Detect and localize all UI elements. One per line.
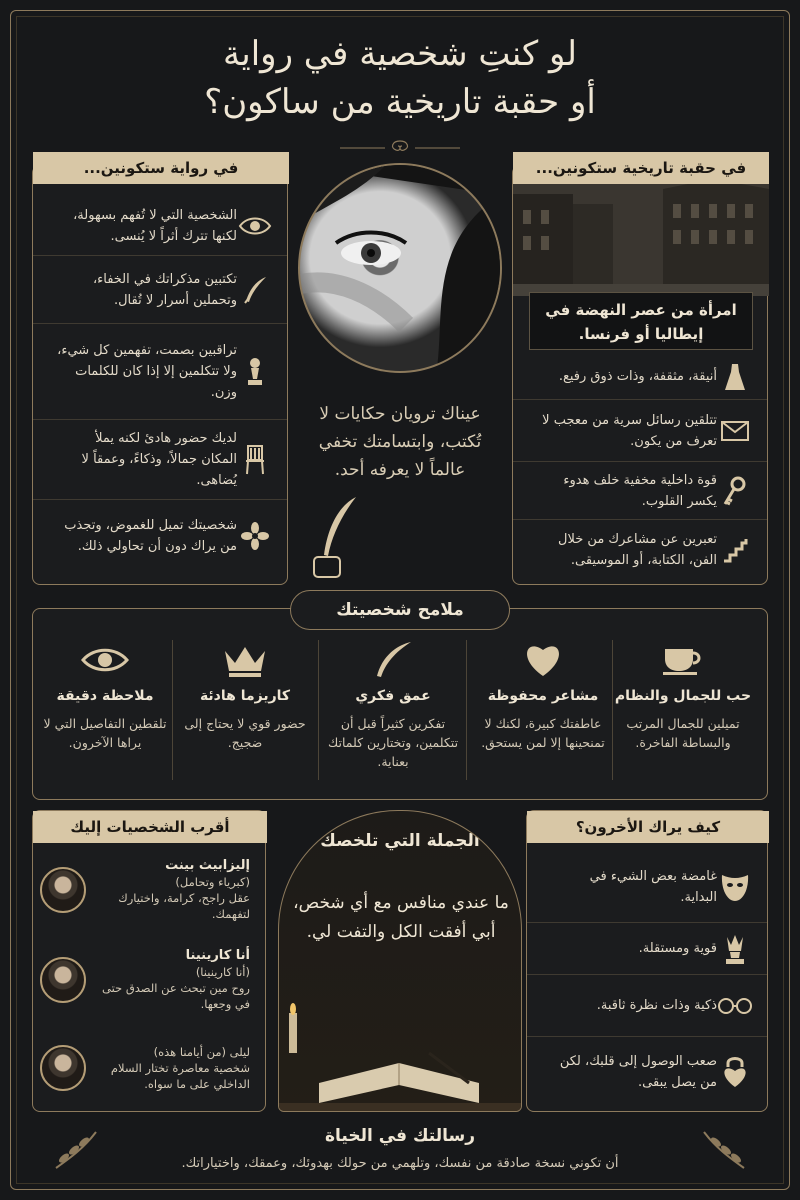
era-item-text: قوة داخلية مخفية خلف هدوء يكسر القلوب. bbox=[563, 472, 717, 509]
era-panel bbox=[512, 159, 768, 585]
character-name: أنا كارينينا bbox=[185, 948, 250, 963]
novel-item-text: تكتبين مذكراتك في الخفاء، وتحملين أسرار لا تُقال. bbox=[92, 271, 237, 308]
character-item bbox=[40, 1032, 258, 1104]
trait-desc: تميلين للجمال المرتب والبساطة الفاخرة. bbox=[626, 716, 740, 750]
chess-queen-icon bbox=[717, 931, 753, 967]
trait-divider bbox=[612, 640, 613, 780]
quote-box bbox=[278, 810, 522, 1112]
others-heading: كيف يراك الأخرون؟ bbox=[527, 811, 769, 843]
dress-icon bbox=[717, 359, 753, 395]
chair-icon bbox=[237, 442, 273, 478]
quote-text: ما عندي منافس مع أي شخص، أبي أفقت الكل والتفت لي. bbox=[293, 893, 509, 942]
trait-divider bbox=[466, 640, 467, 780]
novel-item bbox=[33, 500, 287, 572]
trait-item bbox=[324, 640, 462, 800]
novel-item bbox=[33, 324, 287, 420]
crown-icon bbox=[176, 640, 314, 680]
others-item bbox=[527, 851, 767, 923]
title-line-2: أو حقبة تاريخية من ساكون؟ bbox=[204, 82, 596, 122]
trait-name: مشاعر محفوظة bbox=[487, 688, 599, 704]
trait-name: عمق فكري bbox=[355, 688, 431, 704]
character-sub: (كبرياء وتحامل) bbox=[175, 875, 250, 889]
character-sub: (أنا كارينينا) bbox=[195, 965, 250, 979]
avatar bbox=[40, 867, 86, 913]
era-heading: في حقبة تاريخية ستكونين... bbox=[513, 152, 769, 184]
trait-desc: تلقطين التفاصيل التي لا يراها الآخرون. bbox=[43, 716, 167, 750]
traits-heading: ملامح شخصيتك bbox=[290, 590, 510, 630]
eye-icon bbox=[237, 208, 273, 244]
character-name: إليزابيث بينت bbox=[165, 858, 250, 873]
trait-name: كاريزما هادئة bbox=[199, 688, 291, 704]
trait-desc: حضور قوي لا يحتاج إلى ضجيج. bbox=[184, 716, 306, 750]
others-item-text: ذكية وذات نظرة ثاقبة. bbox=[596, 998, 717, 1013]
era-item bbox=[513, 354, 767, 400]
city-image bbox=[513, 184, 769, 296]
page-title bbox=[100, 30, 700, 126]
quill-ink-icon bbox=[310, 495, 360, 585]
era-item bbox=[513, 400, 767, 462]
quote-heading: الجملة التي تلخصك bbox=[320, 831, 480, 851]
novel-item bbox=[33, 420, 287, 500]
trait-desc: عاطفتك كبيرة، لكنك لا تمنحينها إلا لمن يستحق. bbox=[481, 716, 605, 750]
trait-item bbox=[176, 640, 314, 800]
era-item-text: تعبرين عن مشاعرك من خلال الفن، الكتابة، أو الموسيقى. bbox=[558, 532, 717, 568]
stairs-icon bbox=[717, 532, 753, 568]
teacup-icon bbox=[614, 640, 752, 680]
era-subtitle: امرأة من عصر النهضة في إيطاليا أو فرنسا. bbox=[529, 292, 753, 350]
others-item-text: صعب الوصول إلى قلبك، لكن من يصل يبقى. bbox=[559, 1054, 717, 1090]
avatar bbox=[40, 957, 86, 1003]
trait-item bbox=[474, 640, 612, 800]
footer-heading: رسالتك في الخياة bbox=[324, 1126, 476, 1146]
novel-item bbox=[33, 256, 287, 324]
laurel-right-icon bbox=[700, 1128, 750, 1172]
trait-name: حب للجمال والنظام bbox=[614, 688, 752, 704]
novel-panel bbox=[32, 159, 288, 585]
era-item bbox=[513, 520, 767, 580]
portrait-image bbox=[298, 165, 500, 373]
heart-icon bbox=[474, 640, 612, 680]
chess-pawn-icon bbox=[237, 354, 273, 390]
era-item-text: تتلقين رسائل سرية من معجب لا تعرف من يكون. bbox=[542, 412, 717, 449]
novel-item-text: الشخصية التي لا تُفهم بسهولة، لكنها تترك أثراً لا يُنسى. bbox=[73, 207, 237, 244]
laurel-left-icon bbox=[50, 1128, 100, 1172]
key-icon bbox=[717, 473, 753, 509]
novel-heading: في رواية ستكونين... bbox=[33, 152, 289, 184]
character-desc: شخصية معاصرة تختار السلام الداخلي على ما سواه. bbox=[110, 1061, 250, 1091]
quill-icon bbox=[237, 272, 273, 308]
trait-desc: تفكرين كثيراً قبل أن تتكلمين، وتختارين كلماتك بعناية. bbox=[327, 716, 459, 769]
character-name: ليلى (من أيامنا هذه) bbox=[153, 1045, 250, 1059]
title-line-1: لو كنتِ شخصية في رواية bbox=[223, 34, 577, 74]
others-item bbox=[527, 1037, 767, 1107]
eye-icon bbox=[36, 640, 174, 680]
novel-item bbox=[33, 196, 287, 256]
others-item-text: قوية ومستقلة. bbox=[638, 941, 717, 956]
novel-item-text: شخصيتك تميل للغموض، وتجذب من يراك دون أن تحاولي ذلك. bbox=[64, 518, 237, 554]
glasses-icon bbox=[717, 988, 753, 1024]
trait-item bbox=[614, 640, 752, 800]
novel-item-text: تراقبين بصمت، تفهمين كل شيء، ولا تتكلمين إلا إذا كان للكلمات وزن. bbox=[57, 343, 237, 400]
character-desc: روح مين تبحث عن الصدق حتى في وجعها. bbox=[102, 981, 250, 1011]
others-item-text: غامضة بعض الشيء في البداية. bbox=[589, 868, 717, 905]
trait-item bbox=[36, 640, 174, 800]
avatar bbox=[40, 1045, 86, 1091]
character-item bbox=[40, 940, 258, 1020]
feather-icon bbox=[324, 640, 462, 680]
trait-name: ملاحظة دقيقة bbox=[56, 688, 154, 704]
era-item-text: أنيقة، مثقفة، وذات ذوق رفيع. bbox=[558, 369, 717, 384]
portrait-frame bbox=[298, 163, 502, 373]
trait-divider bbox=[318, 640, 319, 780]
heart-lock-icon bbox=[717, 1054, 753, 1090]
flower-icon bbox=[237, 518, 273, 554]
others-item bbox=[527, 975, 767, 1037]
center-text: عيناك ترويان حكايات لا تُكتب، وابتسامتك تخفي عالماً لا يعرفه أحد. bbox=[318, 404, 482, 480]
character-item bbox=[40, 852, 258, 928]
character-desc: عقل راجح، كرامة، واختيارك لتفهمك. bbox=[118, 891, 250, 921]
ornament-divider bbox=[340, 138, 460, 158]
envelope-icon bbox=[717, 413, 753, 449]
era-item bbox=[513, 462, 767, 520]
others-item bbox=[527, 923, 767, 975]
characters-heading: أقرب الشخصيات إليك bbox=[33, 811, 267, 843]
others-panel bbox=[526, 810, 768, 1112]
book-candle-image bbox=[279, 1003, 522, 1112]
mask-icon bbox=[717, 869, 753, 905]
novel-item-text: لديك حضور هادئ لكنه يملأ المكان جمالاً، وذكاءً، وعمقاً لا يُضاهى. bbox=[81, 431, 237, 488]
footer-text: أن تكوني نسخة صادقة من نفسك، وتلهمي من حولك بهدوئك، وعمقك، واختياراتك. bbox=[181, 1156, 619, 1171]
